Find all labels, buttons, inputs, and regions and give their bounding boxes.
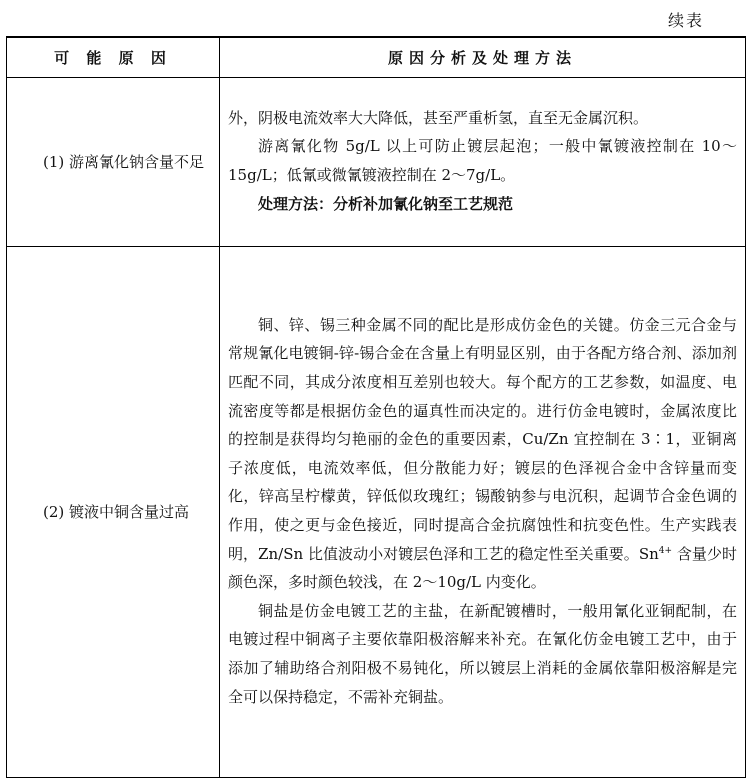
cause-cell [7, 247, 220, 778]
superscript-charge: 4+ [658, 545, 673, 556]
analysis-cell [220, 78, 746, 247]
header-analysis-and-treatment: 原因分析及处理方法 [220, 37, 746, 78]
analysis-paragraph [228, 311, 737, 597]
treatment-method: 处理方法：分析补加氰化钠至工艺规范 [258, 194, 514, 213]
cause-cell [7, 78, 220, 247]
analysis-paragraph: 铜盐是仿金电镀工艺的主盐，在新配镀槽时，一般用氰化亚铜配制，在电镀过程中铜离子主要依靠阳极溶解来补充。在氰化仿金电镀工艺中，由于添加了辅助络合剂阳极不易钝化，所以镀层上消耗的金属依靠阳极溶解是完全可以保持稳定，不需补充铜盐。 [228, 601, 737, 706]
table-row [7, 78, 746, 247]
header-possible-cause: 可 能 原 因 [7, 37, 220, 78]
analysis-cell [220, 247, 746, 778]
analysis-paragraph: 外，阴极电流效率大大降低，甚至严重析氢，直至无金属沉积。 [228, 108, 649, 127]
cause-text: (1) 游离氰化钠含量不足 [43, 153, 205, 171]
analysis-text: 铜、锌、锡三种金属不同的配比是形成仿金色的关键。仿金三元合金与常规氰化电镀铜-锌-锡合金在含量上有明显区别，由于各配方络合剂、添加剂匹配不同，其成分浓度相互差别也较大。每个配方的工艺参数，如温度、电流密度等都是根据仿金色的逼真性而决定的。进行仿金电镀时，金属浓度比的控制是获得均匀艳丽的金色的重要因素，Cu/Zn 宜控制在 3∶1，亚铜离子浓度低，电流效率低，但分散能力好；镀层的色泽视合金中含锌量而变化，锌高呈柠檬黄，锌低似玫瑰红；锡酸钠参与电沉积，起调节合金色调的作用，使之更与金色接近，同时提高合金抗腐蚀性和抗变色性。生产实践表明，Zn/Sn 比值波动小对镀层色泽和工艺的稳定性至关重要。Sn [228, 315, 737, 563]
analysis-text-tail: 含量少时颜色深，多时颜色较浅，在 2～10g/L 内变化。 [228, 544, 737, 592]
continued-label: 续表 [668, 11, 705, 30]
cause-text: (2) 镀液中铜含量过高 [43, 503, 190, 521]
table-row [7, 247, 746, 778]
table-header-row [7, 37, 746, 78]
analysis-paragraph: 游离氰化物 5g/L 以上可防止镀层起泡；一般中氰镀液控制在 10～15g/L；低氰或微氰镀液控制在 2～7g/L。 [228, 137, 737, 184]
causes-table [6, 36, 746, 778]
